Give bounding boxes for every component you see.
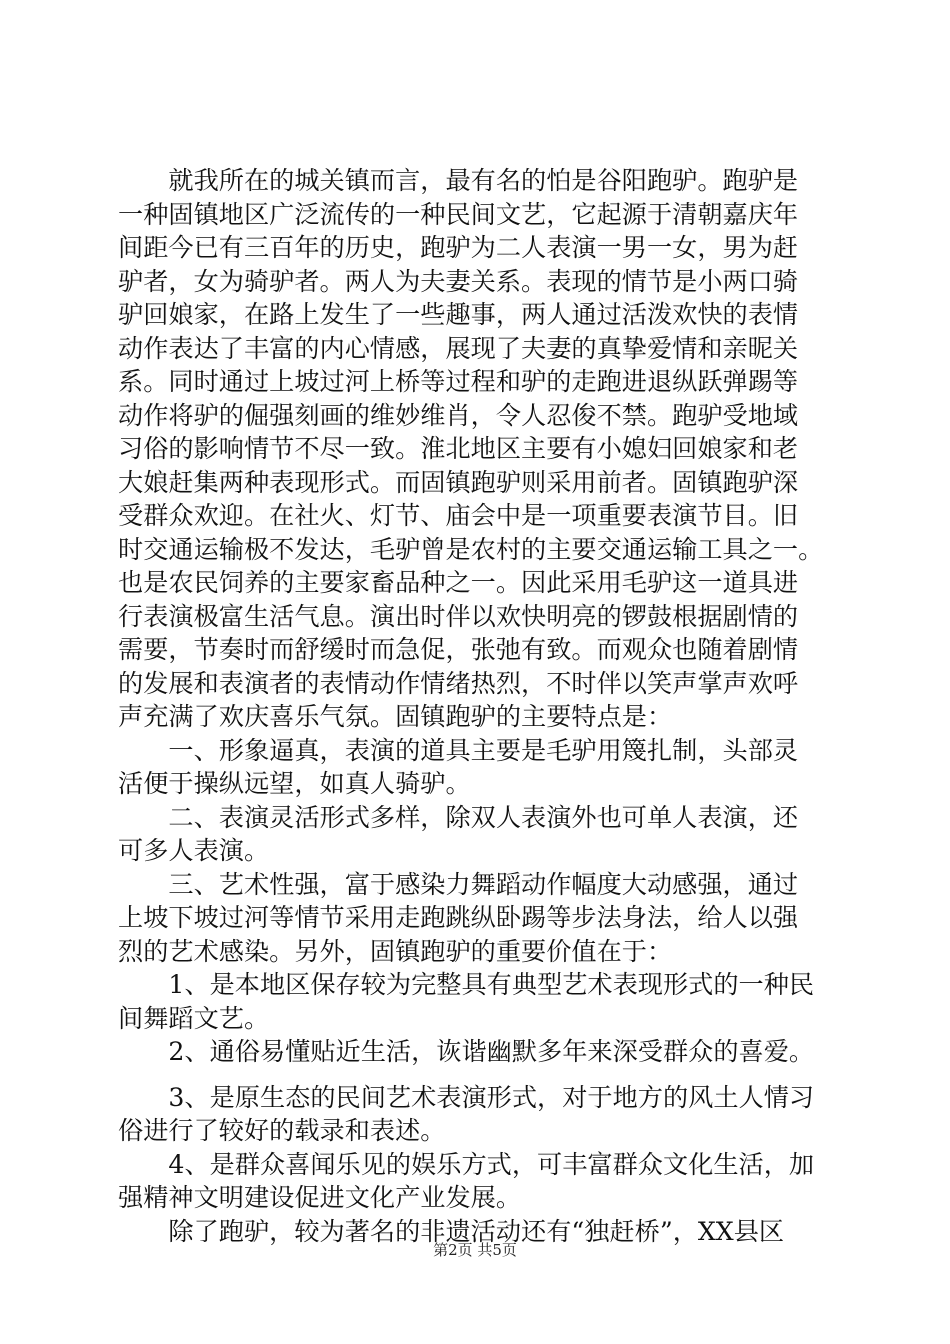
paragraph-line: 时交通运输极不发达，毛驴曾是农村的主要交通运输工具之一。 (118, 535, 824, 564)
paragraph-line: 习俗的影响情节不尽一致。淮北地区主要有小媳妇回娘家和老 (118, 434, 799, 463)
paragraph-line: 3、是原生态的民间艺术表演形式，对于地方的风土人情习 (118, 1083, 815, 1112)
paragraph-line: 活便于操纵远望，如真人骑驴。 (118, 769, 471, 798)
paragraph-line: 1、是本地区保存较为完整具有典型艺术表现形式的一种民 (118, 970, 815, 999)
paragraph-line: 俗进行了较好的载录和表述。 (118, 1116, 446, 1145)
paragraph-line: 的发展和表演者的表情动作情绪热烈，不时伴以笑声掌声欢呼 (118, 669, 799, 698)
paragraph-line: 间舞蹈文艺。 (118, 1004, 270, 1033)
paragraph-line: 一、形象逼真，表演的道具主要是毛驴用篾扎制，头部灵 (118, 736, 799, 765)
paragraph-line: 间距今已有三百年的历史，跑驴为二人表演一男一女，男为赶 (118, 233, 799, 262)
paragraph-line: 系。同时通过上坡过河上桥等过程和驴的走跑进退纵跃弹踢等 (118, 367, 799, 396)
paragraph-line: 二、表演灵活形式多样，除双人表演外也可单人表演，还 (118, 803, 799, 832)
paragraph-line: 可多人表演。 (118, 836, 270, 865)
paragraph-line: 驴回娘家，在路上发生了一些趣事，两人通过活泼欢快的表情 (118, 300, 799, 329)
paragraph-line: 一种固镇地区广泛流传的一种民间文艺，它起源于清朝嘉庆年 (118, 200, 799, 229)
paragraph-line: 三、艺术性强，富于感染力舞蹈动作幅度大动感强，通过 (118, 870, 799, 899)
paragraph-line: 动作表达了丰富的内心情感，展现了夫妻的真挚爱情和亲昵关 (118, 334, 799, 363)
paragraph-line: 动作将驴的倔强刻画的维妙维肖，令人忍俊不禁。跑驴受地域 (118, 401, 799, 430)
paragraph-line: 受群众欢迎。在社火、灯节、庙会中是一项重要表演节目。旧 (118, 501, 799, 530)
paragraph-line: 驴者，女为骑驴者。两人为夫妻关系。表现的情节是小两口骑 (118, 267, 799, 296)
paragraph-line: 烈的艺术感染。另外，固镇跑驴的重要价值在于： (118, 937, 673, 966)
paragraph-line: 行表演极富生活气息。演出时伴以欢快明亮的锣鼓根据剧情的 (118, 602, 799, 631)
paragraph-line: 声充满了欢庆喜乐气氛。固镇跑驴的主要特点是： (118, 702, 673, 731)
paragraph-line: 也是农民饲养的主要家畜品种之一。因此采用毛驴这一道具进 (118, 568, 799, 597)
paragraph-line: 需要，节奏时而舒缓时而急促，张弛有致。而观众也随着剧情 (118, 635, 799, 664)
paragraph-line: 除了跑驴，较为著名的非遗活动还有“独赶桥”，XX县区 (118, 1217, 785, 1246)
paragraph-line: 上坡下坡过河等情节采用走跑跳纵卧踢等步法身法，给人以强 (118, 903, 799, 932)
paragraph-line: 4、是群众喜闻乐见的娱乐方式，可丰富群众文化生活，加 (118, 1150, 815, 1179)
paragraph-line: 就我所在的城关镇而言，最有名的怕是谷阳跑驴。跑驴是 (118, 166, 799, 195)
paragraph-line: 2、通俗易懂贴近生活，诙谐幽默多年来深受群众的喜爱。 (118, 1037, 815, 1066)
paragraph-line: 强精神文明建设促进文化产业发展。 (118, 1183, 521, 1212)
page-footer: 第2页 共5页 (433, 1241, 517, 1259)
paragraph-line: 大娘赶集两种表现形式。而固镇跑驴则采用前者。固镇跑驴深 (118, 468, 799, 497)
